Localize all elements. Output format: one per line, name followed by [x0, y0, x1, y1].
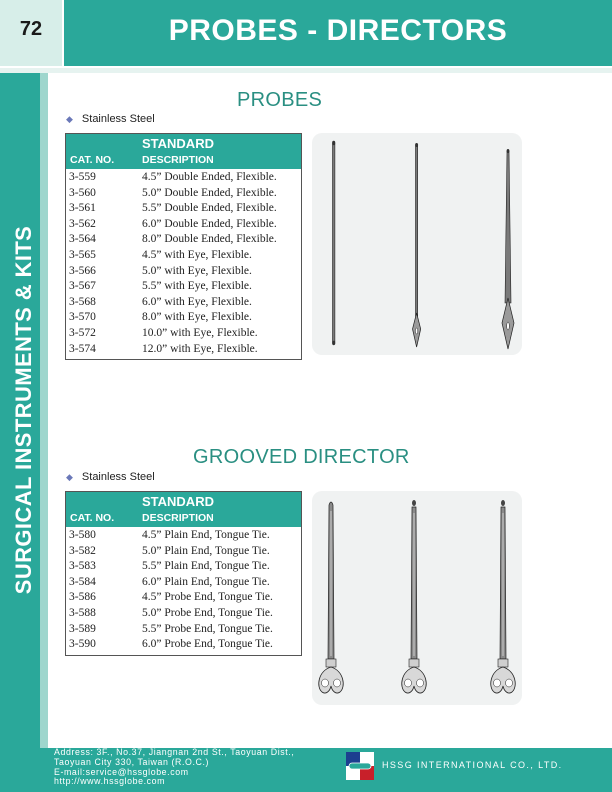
- description: 5.5” Double Ended, Flexible.: [142, 202, 277, 215]
- table-row: [66, 326, 301, 342]
- description: 6.0” Double Ended, Flexible.: [142, 217, 277, 230]
- double-ended-probe-icon: [332, 141, 335, 345]
- page-title: PROBES - DIRECTORS: [168, 14, 508, 47]
- description: 5.0” Probe End, Tongue Tie.: [142, 606, 273, 619]
- footer-address-line1: Address: 3F., No.37, Jiangnan 2nd St., Taoyuan Dist.,: [54, 747, 295, 757]
- tapered-eye-probe-icon: [502, 149, 514, 349]
- bullet-text: Stainless Steel: [81, 471, 155, 483]
- diamond-bullet-icon: ◆: [66, 114, 73, 124]
- cat-no: 3-566: [69, 264, 96, 277]
- cat-no: 3-588: [69, 606, 96, 619]
- table-row: [66, 201, 301, 217]
- section-title-probes: PROBES: [237, 89, 323, 111]
- diamond-bullet-icon: ◆: [66, 472, 73, 482]
- description: 4.5” Probe End, Tongue Tie.: [142, 591, 273, 604]
- cat-no: 3-582: [69, 544, 96, 557]
- table-row: [66, 528, 301, 544]
- description: 8.0” Double Ended, Flexible.: [142, 233, 277, 246]
- table-row: [66, 295, 301, 311]
- table-row: [66, 170, 301, 186]
- table-row: [66, 606, 301, 622]
- table-row: [66, 217, 301, 233]
- title-underline: [0, 68, 612, 73]
- table-body: [66, 169, 301, 359]
- description: 6.0” Probe End, Tongue Tie.: [142, 638, 273, 651]
- table-group-label: STANDARD: [142, 136, 214, 151]
- section-title-grooved-director: GROOVED DIRECTOR: [193, 446, 410, 468]
- cat-no: 3-580: [69, 529, 96, 541]
- cat-no: 3-589: [69, 622, 96, 635]
- cat-no: 3-560: [69, 186, 96, 199]
- cat-no: 3-570: [69, 311, 96, 324]
- probe-instruments-illustration: [312, 133, 522, 355]
- table-group-label: STANDARD: [142, 494, 214, 509]
- bullet-item: [66, 471, 155, 483]
- grooved-director-image-panel: [312, 491, 522, 705]
- table-body: [66, 527, 301, 655]
- table-row: [66, 590, 301, 606]
- description: 5.5” Plain End, Tongue Tie.: [142, 560, 270, 573]
- table-header: [66, 492, 301, 527]
- cat-no: 3-584: [69, 575, 96, 588]
- grooved-director-probe-end-icon: [402, 500, 426, 693]
- description: 5.5” with Eye, Flexible.: [142, 280, 252, 293]
- table-row: [66, 544, 301, 560]
- bullet-item: [66, 113, 155, 125]
- table-row: [66, 575, 301, 591]
- cat-no: 3-565: [69, 248, 96, 261]
- footer-website[interactable]: http://www.hssglobe.com: [54, 776, 166, 787]
- table-row: [66, 342, 301, 358]
- company-logo-icon: [346, 752, 374, 780]
- description: 6.0” Plain End, Tongue Tie.: [142, 575, 270, 588]
- table-row: [66, 559, 301, 575]
- grooved-director-plain-end-icon: [319, 502, 343, 693]
- bullet-text: Stainless Steel: [81, 113, 155, 125]
- footer-address-block: [54, 748, 294, 787]
- cat-no: 3-586: [69, 591, 96, 604]
- table-row: [66, 264, 301, 280]
- description: 5.5” Probe End, Tongue Tie.: [142, 622, 273, 635]
- column-header-cat-no: CAT. NO.: [70, 154, 115, 166]
- cat-no: 3-562: [69, 217, 96, 230]
- table-header: [66, 134, 301, 169]
- table-row: [66, 248, 301, 264]
- table-row: [66, 279, 301, 295]
- table-row: [66, 622, 301, 638]
- cat-no: 3-574: [69, 342, 96, 355]
- column-header-description: DESCRIPTION: [142, 154, 214, 166]
- table-row: [66, 637, 301, 653]
- page-number-box: [0, 0, 62, 66]
- description: 5.0” with Eye, Flexible.: [142, 264, 252, 277]
- description: 5.0” Plain End, Tongue Tie.: [142, 544, 270, 557]
- cat-no: 3-564: [69, 233, 96, 246]
- grooved-director-probe-end-icon: [491, 500, 515, 693]
- grooved-director-illustration: [312, 491, 522, 705]
- eye-probe-icon: [413, 143, 421, 347]
- company-name: HSSG INTERNATIONAL CO., LTD.: [382, 760, 563, 770]
- cat-no: 3-572: [69, 326, 96, 339]
- cat-no: 3-590: [69, 638, 96, 651]
- cat-no: 3-561: [69, 202, 96, 215]
- footer-address-line2: Taoyuan City 330, Taiwan (R.O.C.): [54, 756, 210, 767]
- column-header-description: DESCRIPTION: [142, 512, 214, 524]
- table-row: [66, 310, 301, 326]
- description: 10.0” with Eye, Flexible.: [142, 326, 258, 339]
- title-bar: [64, 0, 612, 66]
- cat-no: 3-559: [69, 171, 96, 183]
- cat-no: 3-583: [69, 560, 96, 573]
- description: 8.0” with Eye, Flexible.: [142, 311, 252, 324]
- table-row: [66, 232, 301, 248]
- page-number: 72: [19, 18, 43, 40]
- probes-catalog-table: [65, 133, 302, 360]
- description: 12.0” with Eye, Flexible.: [142, 342, 258, 355]
- probes-image-panel: [312, 133, 522, 355]
- description: 4.5” Plain End, Tongue Tie.: [142, 529, 270, 541]
- description: 5.0” Double Ended, Flexible.: [142, 186, 277, 199]
- grooved-director-catalog-table: [65, 491, 302, 656]
- cat-no: 3-567: [69, 280, 96, 293]
- side-band: [0, 73, 48, 753]
- footer-email[interactable]: E-mail:service@hssglobe.com: [54, 766, 189, 777]
- table-row: [66, 186, 301, 202]
- description: 6.0” with Eye, Flexible.: [142, 295, 252, 308]
- cat-no: 3-568: [69, 295, 96, 308]
- side-label: SURGICAL INSTRUMENTS & KITS: [11, 225, 36, 595]
- description: 4.5” Double Ended, Flexible.: [142, 171, 277, 183]
- description: 4.5” with Eye, Flexible.: [142, 248, 252, 261]
- column-header-cat-no: CAT. NO.: [70, 512, 115, 524]
